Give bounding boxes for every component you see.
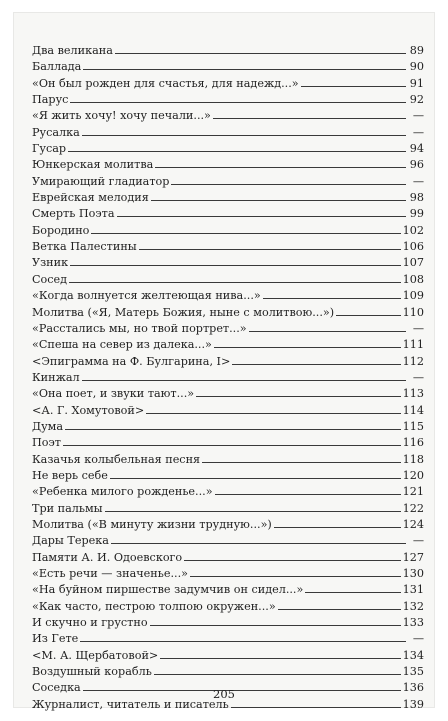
toc-entry-page: 109 bbox=[402, 289, 424, 303]
toc-entry-title: «Когда волнуется желтеющая нива...» bbox=[32, 289, 261, 303]
toc-leader-line bbox=[213, 118, 406, 119]
toc-entry bbox=[32, 305, 424, 321]
toc-entry-page: 114 bbox=[402, 403, 424, 417]
toc-leader-line bbox=[69, 282, 401, 283]
toc-entry bbox=[32, 141, 424, 157]
toc-entry-title: Ветка Палестины bbox=[32, 240, 137, 254]
toc-entry-title: «Спеша на север из далека...» bbox=[32, 338, 212, 352]
toc-entry bbox=[32, 337, 424, 353]
toc-entry-page: 139 bbox=[402, 697, 424, 711]
toc-entry bbox=[32, 239, 424, 255]
toc-entry-title: Дары Терека bbox=[32, 534, 109, 548]
toc-entry-title: «На буйном пиршестве задумчив он сидел...» bbox=[32, 583, 304, 597]
toc-entry-page: — bbox=[412, 370, 424, 384]
toc-entry-title: Молитва («В минуту жизни трудную...») bbox=[32, 517, 272, 531]
toc-leader-line bbox=[80, 641, 406, 642]
toc-entry-title: Еврейская мелодия bbox=[32, 191, 149, 205]
toc-entry bbox=[32, 582, 424, 598]
toc-entry-title: Поэт bbox=[32, 436, 61, 450]
toc-entry-title: Три пальмы bbox=[32, 501, 103, 515]
toc-leader-line bbox=[154, 674, 401, 675]
toc-entry-page: 110 bbox=[402, 305, 424, 319]
toc-entry bbox=[32, 76, 424, 92]
toc-entry-page: — bbox=[412, 174, 424, 188]
toc-entry-title: Соседка bbox=[32, 681, 81, 695]
toc-entry bbox=[32, 354, 424, 370]
toc-leader-line bbox=[301, 86, 406, 87]
toc-entry bbox=[32, 664, 424, 680]
toc-entry-title: «Ребенка милого рожденье...» bbox=[32, 485, 213, 499]
toc-entry bbox=[32, 566, 424, 582]
toc-entry-page: — bbox=[412, 321, 424, 335]
toc-entry bbox=[32, 452, 424, 468]
toc-entry bbox=[32, 157, 424, 173]
toc-entry bbox=[32, 550, 424, 566]
toc-entry-title: «Расстались мы, но твой портрет...» bbox=[32, 321, 247, 335]
toc-entry-page: 107 bbox=[402, 256, 424, 270]
toc-leader-line bbox=[150, 625, 401, 626]
toc-leader-line bbox=[190, 576, 401, 577]
toc-leader-line bbox=[231, 707, 401, 708]
toc-entry bbox=[32, 174, 424, 190]
toc-entry-page: 133 bbox=[402, 616, 424, 630]
toc-entry bbox=[32, 125, 424, 141]
toc-entry-page: 90 bbox=[409, 60, 424, 74]
toc-entry bbox=[32, 190, 424, 206]
toc-entry-page: 94 bbox=[409, 142, 424, 156]
toc-entry-title: И скучно и грустно bbox=[32, 616, 148, 630]
toc-entry-page: 98 bbox=[409, 191, 424, 205]
toc-leader-line bbox=[111, 543, 406, 544]
toc-entry bbox=[32, 272, 424, 288]
toc-entry-page: 136 bbox=[402, 681, 424, 695]
toc-entry-title: Юнкерская молитва bbox=[32, 158, 154, 172]
toc-entry bbox=[32, 631, 424, 647]
toc-entry bbox=[32, 468, 424, 484]
toc-leader-line bbox=[110, 478, 401, 479]
toc-entry bbox=[32, 501, 424, 517]
toc-leader-line bbox=[278, 609, 401, 610]
toc-entry-title: Молитва («Я, Матерь Божия, ныне с молитвою...») bbox=[32, 305, 335, 319]
toc-leader-line bbox=[82, 135, 406, 136]
toc-entry-page: 108 bbox=[402, 272, 424, 286]
toc-entry-page: — bbox=[412, 534, 424, 548]
toc-entry-title: «Он был рожден для счастья, для надежд...» bbox=[32, 76, 299, 90]
toc-entry-title: Не верь себе bbox=[32, 468, 108, 482]
toc-leader-line bbox=[117, 216, 407, 217]
toc-entry bbox=[32, 484, 424, 500]
toc-leader-line bbox=[63, 445, 401, 446]
toc-entry bbox=[32, 108, 424, 124]
toc-entry-title: Казачья колыбельная песня bbox=[32, 452, 201, 466]
toc-entry-page: — bbox=[412, 109, 424, 123]
toc-leader-line bbox=[214, 347, 401, 348]
toc-entry bbox=[32, 370, 424, 386]
toc-entry-page: 106 bbox=[402, 240, 424, 254]
toc-entry-title: Парус bbox=[32, 93, 69, 107]
toc-entry bbox=[32, 92, 424, 108]
toc-entry bbox=[32, 419, 424, 435]
toc-entry-page: 91 bbox=[409, 76, 424, 90]
toc-leader-line bbox=[184, 560, 400, 561]
toc-leader-line bbox=[139, 249, 401, 250]
toc-leader-line bbox=[249, 331, 406, 332]
toc-entry bbox=[32, 59, 424, 75]
toc-entry bbox=[32, 386, 424, 402]
toc-entry-page: 115 bbox=[402, 419, 424, 433]
toc-leader-line bbox=[202, 462, 401, 463]
toc-entry-title: Бородино bbox=[32, 223, 90, 237]
toc-leader-line bbox=[232, 364, 400, 365]
toc-entry-title: Узник bbox=[32, 256, 69, 270]
toc-leader-line bbox=[68, 151, 406, 152]
toc-entry-title: <М. А. Щербатовой> bbox=[32, 648, 159, 662]
toc-leader-line bbox=[70, 265, 401, 266]
toc-leader-line bbox=[65, 429, 401, 430]
toc-leader-line bbox=[171, 184, 406, 185]
toc-entry bbox=[32, 255, 424, 271]
toc-entry bbox=[32, 321, 424, 337]
toc-entry-page: 131 bbox=[402, 583, 424, 597]
toc-entry bbox=[32, 435, 424, 451]
toc-entry-page: 111 bbox=[402, 338, 424, 352]
toc-entry-page: 132 bbox=[402, 599, 424, 613]
toc-entry-page: 122 bbox=[402, 501, 424, 515]
toc-entry bbox=[32, 43, 424, 59]
toc-entry-page: 121 bbox=[402, 485, 424, 499]
toc-leader-line bbox=[336, 315, 401, 316]
toc-entry bbox=[32, 533, 424, 549]
toc-entry-title: Баллада bbox=[32, 60, 82, 74]
book-page bbox=[14, 13, 434, 711]
toc-entry-page: 89 bbox=[409, 44, 424, 57]
toc-entry-title: Два великана bbox=[32, 44, 113, 57]
page-number-footer: 205 bbox=[213, 687, 235, 701]
toc-entry-page: 134 bbox=[402, 648, 424, 662]
toc-leader-line bbox=[151, 200, 406, 201]
toc-leader-line bbox=[196, 396, 401, 397]
toc-leader-line bbox=[274, 527, 401, 528]
toc-entry bbox=[32, 223, 424, 239]
toc-entry-title: Умирающий гладиатор bbox=[32, 174, 170, 188]
toc-entry bbox=[32, 599, 424, 615]
toc-entry-page: 112 bbox=[402, 354, 424, 368]
toc-leader-line bbox=[215, 494, 401, 495]
toc-entry-title: Дума bbox=[32, 419, 64, 433]
toc-entry-title: <Эпиграмма на Ф. Булгарина, I> bbox=[32, 354, 231, 368]
toc-entry bbox=[32, 517, 424, 533]
toc-entry-page: 113 bbox=[402, 387, 424, 401]
toc-entry-page: 102 bbox=[402, 223, 424, 237]
toc-leader-line bbox=[91, 233, 400, 234]
toc-entry-title: Гусар bbox=[32, 142, 67, 156]
toc-entry-page: 116 bbox=[402, 436, 424, 450]
toc-leader-line bbox=[305, 592, 400, 593]
toc-entry-page: 130 bbox=[402, 567, 424, 580]
toc-entry-page: 127 bbox=[402, 550, 424, 564]
toc-leader-line bbox=[70, 102, 406, 103]
toc-entry bbox=[32, 206, 424, 222]
toc-entry-title: «Как часто, пестрою толпою окружен...» bbox=[32, 599, 276, 613]
toc-entry-title: Смерть Поэта bbox=[32, 207, 115, 221]
toc-entry-page: 135 bbox=[402, 665, 424, 679]
toc-entry bbox=[32, 615, 424, 631]
toc-entry-page: 118 bbox=[402, 452, 424, 466]
toc-entry-page: — bbox=[412, 125, 424, 139]
toc-entry-page: 124 bbox=[402, 517, 424, 531]
toc-leader-line bbox=[115, 53, 406, 54]
table-of-contents bbox=[32, 43, 424, 713]
toc-entry-page: — bbox=[412, 632, 424, 646]
toc-entry-title: Кинжал bbox=[32, 370, 80, 384]
toc-entry-title: Сосед bbox=[32, 272, 68, 286]
toc-leader-line bbox=[105, 511, 401, 512]
toc-entry-title: Из Гете bbox=[32, 632, 79, 646]
toc-entry bbox=[32, 403, 424, 419]
toc-entry-page: 120 bbox=[402, 468, 424, 482]
toc-entry bbox=[32, 288, 424, 304]
toc-entry-title: «Она поет, и звуки тают...» bbox=[32, 387, 195, 401]
toc-entry bbox=[32, 648, 424, 664]
toc-entry-title: Памяти А. И. Одоевского bbox=[32, 550, 183, 564]
toc-entry-title: «Я жить хочу! хочу печали...» bbox=[32, 109, 211, 123]
toc-entry-page: 99 bbox=[409, 207, 424, 221]
toc-leader-line bbox=[155, 167, 406, 168]
toc-entry-page: 96 bbox=[409, 158, 424, 172]
toc-entry-title: <А. Г. Хомутовой> bbox=[32, 403, 145, 417]
toc-leader-line bbox=[263, 298, 401, 299]
toc-leader-line bbox=[146, 413, 400, 414]
toc-leader-line bbox=[160, 658, 400, 659]
toc-entry-page: 92 bbox=[409, 93, 424, 107]
toc-entry-title: «Есть речи — значенье...» bbox=[32, 567, 188, 580]
toc-entry-title: Воздушный корабль bbox=[32, 665, 152, 679]
toc-leader-line bbox=[83, 69, 406, 70]
toc-entry-title: Журналист, читатель и писатель bbox=[32, 697, 229, 711]
toc-entry-title: Русалка bbox=[32, 125, 80, 139]
toc-leader-line bbox=[82, 380, 406, 381]
